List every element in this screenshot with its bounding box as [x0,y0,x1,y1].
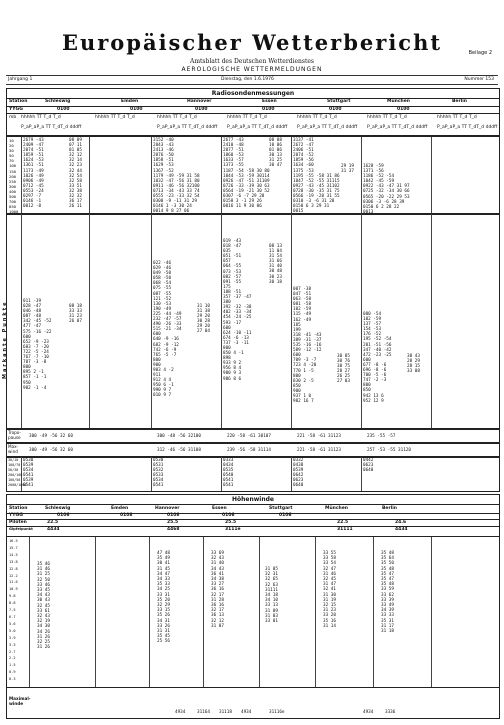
muenchen-data: 1628 -59 1371 -56 1186 -52 -54 1042 -45 -59 0922 -43 -47 31 97 0725 -32 -34 30 66 0565 -20 -22 29 53 0306 -3 -6 28 39 0150 6 2 28 22 0013 [363,164,410,215]
station-name: Essen [212,506,227,511]
yygg-value: 0106 [57,513,70,518]
berlin-winds: 35 48 35 64 35 50 35 48 35 47 35 47 35 48 33 59 33 62 33 39 33 49 34 39 33 33 35 31 31 17 31 18 [381,551,394,635]
col-head: hhhhh TT T_d T_d [297,115,337,120]
maxwind-value: 300 -49 -56 32 60 [29,448,73,453]
stuttgart-winds: 31 05 32 31 32 65 32 63 31111 34 18 34 10 33 13 31 09 31 03 33 01 [265,567,278,625]
essen-points-wind: 08 13 11 04 31 54 31 66 31 40 30 48 30 23 30 18 [269,244,282,285]
mb-label: mb [9,115,17,120]
schleswig-points-wind: 08 18 33 33 31 23 26 07 [69,304,82,325]
tropo-value: 300 -49 -56 32 60 [29,434,73,439]
maximalwinde-row [6,687,500,719]
station-name: München [325,506,349,511]
station-name: München [387,99,411,104]
maxwind-value: 257 -53 -55 31120 [367,448,411,453]
level-labels: 10 20 30 50 70 100 150 200 250 300 400 500 700 850 1000 [9,138,19,215]
essen-data: 2677 -43 2410 -48 2077 -51 1860 -53 1633 -57 1373 -55 1187 -54 -58 30 80 1044 -53 -59 30114 0926 -47 -51 31109 0726 -33 -39 30 63 0564 -19 -21 30 52 0307 -6 -7 29 28 0150 3 -1 29 26 0016 11 9 30 06 [223,138,270,210]
tropopause-label: Tropo-pause [8,430,21,440]
yygg-value: 0100 [397,107,410,112]
piloten-value: 25.5 [167,520,179,525]
radiosonde-section-title: Radiosondenmessungen [6,88,500,99]
col-head: P_aP_aP_a TT T_dT_d dddff [437,125,498,130]
hoehenwinde-section-title: Höhenwinde [6,494,500,505]
station-name: Essen [262,99,277,104]
piloten-value: 22.5 [47,520,59,525]
station-name: Berlin [382,506,397,511]
yygg-value: 0106 [279,513,292,518]
hannover-winds: 47 48 35 49 30 41 31 45 34 47 34 33 35 33 34 25 33 31 35 20 32 29 33 15 35 26 34 31 33 26 31 31 35 45 25 56 [157,551,170,645]
stuttgart-points-wind: 30 85 30 76 30 75 28 27 26 25 27 03 [337,354,350,385]
station-name: Berlin [452,99,467,104]
issue-date: Dienstag, den 1.6.1976 [221,77,274,82]
maximalwinde-label: Maximal-winde [9,696,31,706]
piloten-value: 24.6 [395,520,407,525]
col-head: hhhhh TT T_d T_d [227,115,267,120]
tropo-value: 300 -48 -56 32100 [157,434,201,439]
yygg-label: YYGG [9,513,23,518]
piloten-value: 25.5 [225,520,237,525]
essen-points: 019 -43 018 -47 035 051 -51 057 064 -55 073 -53 082 -57 091 -55 175 188 -51 357 -37 -47 380 392 -32 -38 402 -33 -34 454 -24 -25 593 -17 600 624 -10 -11 674 -6 -13 737 -3 -11 800 850 4 -1 898 933 9 2 956 8 4 980 9 3 986 8 6 [223,239,252,382]
station-label: Station [9,99,28,104]
stuttgart-data: 3137 -41 2672 -47 2406 -51 2074 -52 1859 -56 1634 -60 1375 -53 1195 -55 -58 31 86 1047 -52 -55 31115 0927 -43 -45 31102 0728 -30 -35 31 75 0566 -19 -20 31 55 0310 -3 -6 31 28 0150 6 3 29 31 0015 [293,138,340,215]
extra-values-schleswig: 0530 0539 0534 0541 0539 0541 [23,458,34,489]
station-name: Emden [111,506,129,511]
station-name: Emden [121,99,139,104]
page-title: Europäischer Wetterbericht [61,30,443,55]
extra-values-hannover: 0530 0531 0532 0533 0534 0541 [153,458,164,489]
piloten-value: 22.5 [337,520,349,525]
schleswig-winds: 35 46 31 46 31 25 32 50 33 46 33 45 34 43 30 43 32 45 33 61 32 43 32 19 34 30 34 26 31 26 32 25 31 26 [37,562,50,651]
maxwind-value: 31116e [269,710,285,715]
essen-winds: 33 69 32 43 31 40 34 43 36 41 34 38 33 27 36 16 32 17 31 28 36 16 32 17 36 13 32 12 31 07 [211,551,224,629]
tropo-value: 235 -55 -57 [367,434,396,439]
maxwind-value: 4934 [241,710,252,715]
station-name: Hannover [187,99,212,104]
tropo-value: 220 -58 -61 30107 [227,434,271,439]
schleswig-points: 011 -39 028 -47 046 -48 087 -48 342 -45 -52 477 -47 575 -16 -22 600 652 -9 -23 683 -7 -20 722 -5 -24 767 -7 -10 787 -3 -8 800 895 2 -1 857 -1 -1 950 982 -1 -4 [23,299,52,391]
col-head: hhhhh TT T_d T_d [367,115,407,120]
maxwind-value: 221 -58 -61 31123 [297,448,341,453]
standard-levels-grid [6,136,500,215]
hannover-data: 3152 -40 2843 -43 2413 -46 2076 -50 1858 -51 1629 -53 1367 -52 1179 -49 -59 31 58 1032 -47 -56 31 80 0911 -46 -56 32100 0713 -34 -43 33 74 0555 -23 -33 32 54 0300 -9 -11 31 29 0146 1 -3 30 24 0014 9 8 27 06 [153,138,200,215]
extra-values-essen: 0333 0434 0535 0540 0541 0541 [223,458,234,489]
gipfel-value: 4468 [167,527,180,532]
yygg-value: 0100 [195,107,208,112]
maxwind-value: 31118 [219,710,232,715]
col-head: P_aP_aP_a TT T_dT_d dddff [21,125,82,130]
maxwind-label: Max-wind [8,444,19,454]
schleswig-data: 2679 -43 2409 -47 2074 -51 1859 -51 1624 -53 1361 -51 1173 -49 1026 -49 0906 -49 0712 -45 0553 -24 0297 -7 0146 -1 0012 -8 [23,138,44,210]
section-label: AEROLOGISCHE WETTERMELDUNGEN [181,66,323,73]
jahrgang: Jahrgang 1 [8,77,33,82]
yygg-label: YYGG [9,107,23,112]
tropo-value: 221 -58 -61 31123 [297,434,341,439]
hannover-points: 022 -46 029 -46 049 -50 058 -50 068 -54 075 -55 087 -55 121 -52 130 -53 190 -49 225 -44 -49 232 -47 -57 490 -26 -33 515 -21 -34 600 640 -9 -16 682 -9 -12 742 -6 -9 765 -5 -7 800 900 903 4 -2 911 912 4 4 950 6 -1 990 9 7 010 9 7 [153,261,182,399]
hoehenwinde-levels: 16.5 15.7 14.5 13.8 12.8 12.2 11.6 10.9 9.8 8.8 7.5 6.7 5.6 5.0 3.9 3.3 2.7 2.2 1.5 0.9 0.3 [9,539,18,682]
yygg-value: 0100 [329,107,342,112]
gipfel-value: 4434 [395,527,408,532]
muenchen-points-wind: 30 43 28 29 28 15 33 08 [407,354,420,375]
maxwind-value: 4934 [363,710,374,715]
gipfel-label: Gipfelpunkt [9,527,33,531]
col-head: hhhhh TT T_d T_d [21,115,61,120]
station-name: Schleswig [45,99,71,104]
stuttgart-wind: 29 19 31 37 [341,164,354,175]
muenchen-winds: 33 55 33 58 33 54 32 47 31 46 32 45 31 47 32 41 31 30 31 19 32 15 31 23 33 20 35 16 31 14 [323,551,336,629]
col-head: hhhhh TT T_d T_d [95,115,135,120]
gipfel-value: 31111 [337,527,353,532]
yygg-value: 0108 [120,513,133,518]
side-label-markante-punkte: Markante Punkte [2,300,8,380]
essen-wind: 08 08 10 06 01 06 30 13 31 25 30 47 [269,138,282,169]
maxwind-value: 3336 [385,710,396,715]
issue-info-bar [6,75,498,85]
schleswig-wind: 08 09 07 11 01 05 32 12 32 14 32 23 32 44 32 54 32 58 33 51 32 38 32 32 36 17 26 11 [69,138,82,210]
yygg-value: 0108 [167,513,180,518]
station-label: Station [9,506,28,511]
yygg-value: 0106 [222,513,235,518]
radiosonde-column-headers [6,113,500,136]
maxwind-value: 4934 [175,710,186,715]
issue-number: Nummer 153 [464,77,494,82]
beilage-label: Beilage 2 [468,50,492,56]
col-head: hhhhh TT T_d T_d [437,115,477,120]
yygg-value: 0100 [57,107,70,112]
gipfel-value: 4434 [47,527,60,532]
significant-points-grid [6,213,500,430]
station-name: Stuttgart [327,99,351,104]
piloten-label: Piloten [9,520,27,525]
col-head: P_aP_aP_a TT T_dT_d dddff [297,125,358,130]
extra-level-labels: 30/10 100/70 50/30 200/100 100/50 2000/1000 [8,458,27,488]
yygg-value: 0100 [262,107,275,112]
station-name: Hannover [155,506,180,511]
col-head: hhhhh TT T_d T_d [157,115,197,120]
extra-levels-grid [6,456,500,492]
col-head: P_aP_aP_a TT T_dT_d dddff [157,125,218,130]
col-head: P_aP_aP_a TT T_dT_d dddff [227,125,288,130]
muenchen-points: 080 -54 102 -59 137 -57 154 -53 176 -52 195 -52 -54 201 -51 -56 347 -40 -42 472 -23 -25 600 677 -8 -6 696 -8 -6 700 -5 -6 747 -2 -3 800 850 942 13 6 952 12 9 [363,312,392,404]
extra-values-muenchen: 0442 0623 0640 [363,458,374,474]
station-name: Schleswig [45,506,71,511]
stuttgart-points: 007 -38 047 -51 063 -58 081 -58 102 -59 115 -49 162 -49 185 199 318 -41 -43 389 -31 -37 535 -16 -16 589 -12 -12 600 709 -3 -7 723 4 -20 770 1 -5 800 830 2 -5 850 900 937 1 0 982 16 7 [293,287,322,405]
page-subtitle: Amtsblatt des Deutschen Wetterdienstes [190,58,314,65]
gipfelpunkt-row [6,526,500,537]
gipfel-value: 3111e [225,527,241,532]
extra-values-stuttgart: 0332 0438 0539 0642 0623 0640 [293,458,304,489]
maxwind-value: 312 -46 -56 31108 [157,448,201,453]
maxwind-value: 239 -56 -58 31114 [227,448,271,453]
station-name: Stuttgart [269,506,293,511]
hoehenwinde-grid [6,537,500,688]
col-head: P_aP_aP_a TT T_dT_d dddff [367,125,428,130]
hannover-points-wind: 31 10 31 38 29 20 30 28 29 20 27 04 [197,304,210,335]
maxwind-value: 31164 [197,710,210,715]
yygg-value: 0100 [130,107,143,112]
